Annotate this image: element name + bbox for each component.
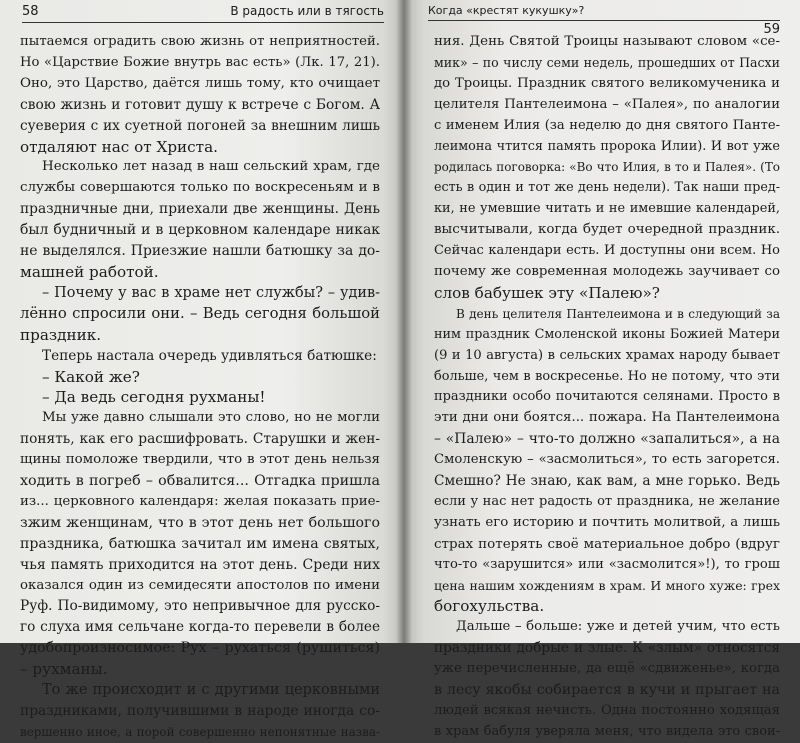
text-line: свою жизнь и готовит душу к встрече с Богом. А	[20, 96, 380, 113]
right-running-title: Когда «крестят кукушку»?	[428, 4, 585, 17]
text-line: То же происходит и с другими церковными	[42, 682, 380, 699]
text-line: Несколько лет назад в наш сельский храм, где	[42, 159, 380, 175]
text-line: оказался один из семидесяти апостолов по имени	[20, 577, 380, 593]
text-line: го слуха имя сельчане когда-то перевели в более	[20, 619, 380, 636]
book-gutter-shadow	[396, 0, 412, 643]
text-line: суеверия с их суетной погоней за внешним лишь	[20, 117, 380, 134]
text-line: высчитывали, когда будет очередной праздник.	[434, 222, 780, 238]
text-line: Мы уже давно слышали это слово, но не могли	[42, 410, 380, 426]
text-line: родилась поговорка: «Во что Илия, в то и Палея». (То	[434, 160, 780, 175]
text-line: праздниками, получившими в народе иногда со-	[20, 703, 380, 719]
text-line: ния. День Святой Троицы называют словом «се-	[434, 34, 780, 49]
text-line: целителя Пантелеимона – «Палея», по аналогии	[434, 96, 780, 112]
text-line: страх потерять своё материальное добро (вдруг	[434, 535, 780, 552]
text-line: вершенно иное, а порой совершенно непонятные назва-	[20, 724, 380, 739]
text-line: что-то «зарушится» или «засмолится»!), то грош	[434, 556, 780, 572]
text-line: праздника, батюшка зачитал им имена святых,	[20, 535, 380, 552]
right-page-text	[434, 32, 780, 743]
text-line: – Да ведь сегодня рухманы!	[42, 388, 266, 407]
text-line: уже перечисленные, да ещё «сдвиженье», когда	[434, 661, 780, 677]
text-line: Смешно? Не знаю, как вам, а мне горько. Ведь	[434, 473, 780, 490]
left-running-header	[22, 6, 384, 23]
left-page-text	[20, 32, 380, 743]
text-line: праздники добрые и злые. К «злым» относятся	[434, 640, 780, 657]
text-line: Теперь настала очередь удивляться батюшке:	[42, 347, 377, 364]
text-line: не выделялся. Приезжие нашли батюшку за до-	[20, 243, 380, 260]
right-page-number: 59	[763, 22, 780, 37]
text-line: ки, не умевшие читать и не имевшие календарей,	[434, 201, 780, 217]
text-line: пытаемся оградить свою жизнь от неприятностей.	[20, 34, 380, 49]
text-line: в лесу якобы собирается в кучи и прыгает на	[434, 682, 780, 699]
left-running-title: В радость или в тягость	[230, 4, 384, 18]
text-line: до Троицы. Праздник святого великомученика и	[434, 75, 780, 91]
text-line: отдаляют нас от Христа.	[20, 137, 218, 156]
text-line: узнать его историю и почтить молитвой, а лишь	[434, 514, 780, 530]
text-line: мик» – по числу семи недель, прошедших от Пасхи	[434, 54, 780, 70]
text-line: слов бабушек эту «Палею»?	[434, 283, 660, 302]
text-line: службы совершаются только по воскресеньям и в	[20, 180, 380, 196]
right-page	[404, 0, 800, 739]
text-line: цена нашим хождениям в храм. И много хуже: грех	[434, 577, 780, 593]
left-page-number: 58	[22, 4, 39, 19]
text-line: – Почему у вас в храме нет службы? – удив-	[42, 284, 380, 301]
right-running-header	[428, 4, 780, 37]
text-line: больше, чем в воскресенье. Но не потому, что эти	[434, 368, 780, 384]
text-line: Смоленскую – «засмолиться», то есть загорется.	[434, 452, 780, 468]
text-line: чья память приходится на этот день. Среди них	[20, 556, 380, 573]
text-line: удобопроизносимое: Рух – рухаться (рушиться)	[20, 640, 380, 657]
text-line: понять, как его расшифровать. Старушки и жен-	[20, 431, 380, 448]
text-line: Сейчас календари есть. И доступны они всем. Но	[434, 243, 780, 259]
text-line: был будничный и в церковном календаре никак	[20, 222, 380, 239]
text-line: Руф. По-видимому, это непривычное для русско-	[20, 598, 380, 615]
text-line: если у нас нет радость от праздника, не желание	[434, 493, 780, 509]
text-line: Дальше – больше: уже и детей учим, что есть	[456, 619, 780, 635]
text-line: есть в один и тот же день недели). Так наши пред-	[434, 180, 780, 196]
text-line: лённо спросили они. – Ведь сегодня большой	[20, 304, 380, 322]
text-line: с именем Илия (за неделю до дня святого Панте-	[434, 117, 780, 133]
text-line: леимона чтится память пророка Илии). И вот уже	[434, 138, 780, 154]
text-line: Но «Царствие Божие внутрь вас есть» (Лк. 17, 21).	[20, 54, 380, 70]
text-line: праздники особо почитаются селянами. Просто в	[434, 389, 780, 405]
text-line: в храм бабуля уверяла меня, что видела это свои-	[434, 723, 780, 739]
text-line: щины помоложе твердили, что в этот день нельзя	[20, 452, 380, 468]
text-line: людей всякая нечисть. Одна постоянно ходящая	[434, 703, 780, 718]
text-line: ходить в погреб – обвалится... Отгадка пришла	[20, 473, 380, 490]
text-line: почему же современная молодежь заучивает со	[434, 263, 780, 279]
text-line: – рухманы.	[20, 660, 108, 679]
text-line: – Какой же?	[42, 367, 140, 386]
text-line: (9 и 10 августа) в сельских храмах народу бывает	[434, 347, 780, 363]
text-line: В день целителя Пантелеимона и в следующий за	[456, 306, 780, 321]
text-line: праздник.	[20, 325, 102, 344]
text-line: машней работой.	[20, 262, 159, 281]
text-line: праздничные дни, приехали две женщины. День	[20, 201, 380, 218]
text-line: – «Палею» – что-то должно «запалиться», а на	[434, 431, 780, 448]
text-line: ним праздник Смоленской иконы Божией Матери	[434, 326, 780, 342]
text-line: Оно, это Царство, даётся лишь тому, кто очищает	[20, 75, 380, 91]
text-line: богохульства.	[434, 597, 545, 616]
text-line: из... церковного календаря: желая показать прие-	[20, 493, 380, 509]
text-line: эти дни они боятся... пожара. На Пантелеимона	[434, 410, 780, 426]
text-line: зжим женщинам, что в этот день нет большого	[20, 514, 380, 531]
